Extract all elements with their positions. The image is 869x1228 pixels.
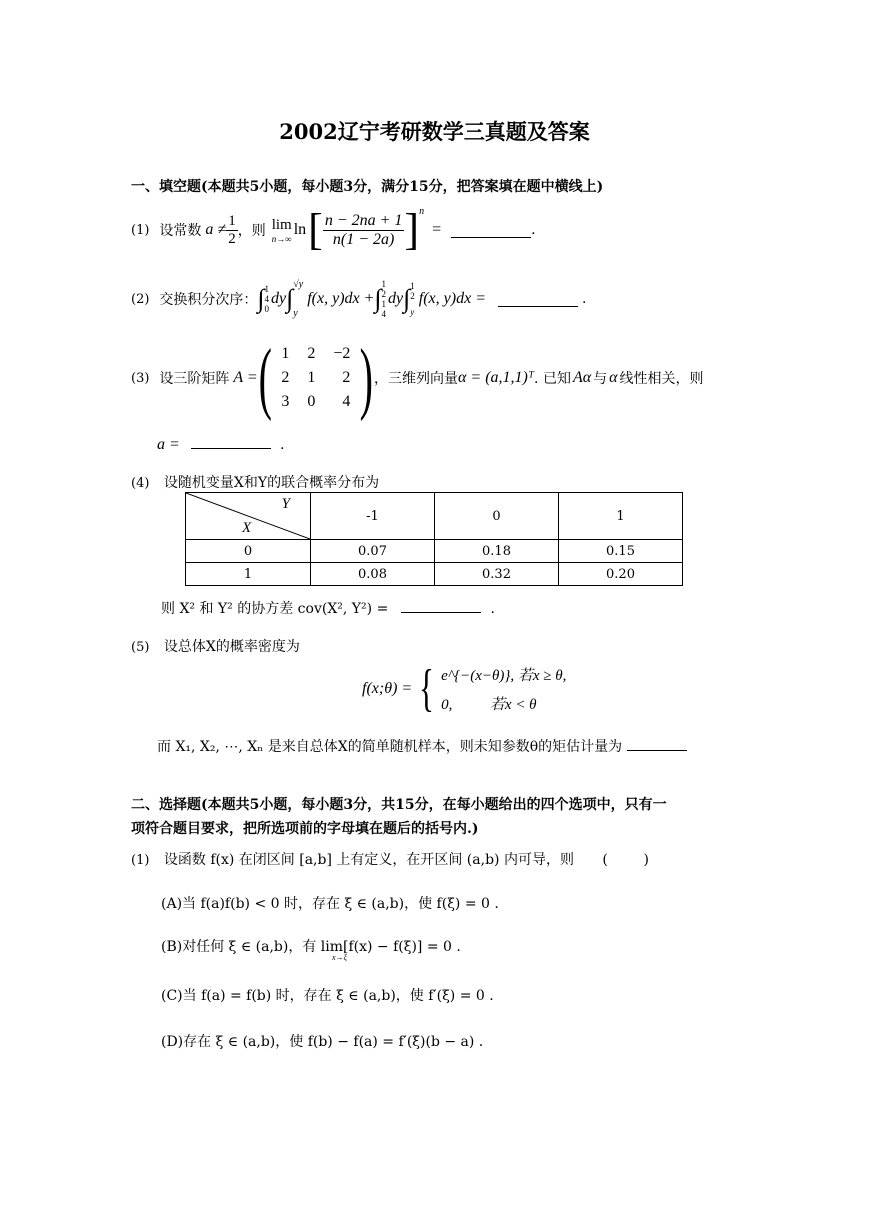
page-title: 2002辽宁考研数学三真题及答案 <box>279 119 590 144</box>
question-number: (4) <box>131 476 150 491</box>
period: . <box>490 601 495 617</box>
question-number: (2) <box>131 291 150 307</box>
answer-blank[interactable] <box>498 292 578 307</box>
question-text: ，三维列向量 <box>374 371 459 387</box>
question-text: . 已知 <box>534 371 571 387</box>
question-1-1: (1) 设常数 a ≠ $\frac{1}{2}$ ，则 lim n→∞ ln [ $\frac{n - 2na + 1}{n(1 - 2a)}$ ] n = . <box>131 205 536 254</box>
question-text: 则 X² 和 Y² 的协方差 cov(X², Y²) = <box>161 601 389 617</box>
matrix-A: 1 2 −2 2 1 2 3 0 4 <box>281 345 351 410</box>
question-number: (1) <box>131 853 150 868</box>
table-cell: 0.18 <box>435 540 559 563</box>
question-text: 设常数 <box>159 223 202 239</box>
expr-alpha: α <box>609 369 618 386</box>
question-text: 设总体X的概率密度为 <box>163 639 300 655</box>
question-text: 交换积分次序： <box>159 292 258 308</box>
density-lhs: f(x;θ) = <box>362 680 413 697</box>
table-cell: 0.15 <box>559 540 683 563</box>
question-text: 设随机变量X和Y的联合概率分布为 <box>163 475 380 491</box>
diagonal-header-cell <box>186 493 311 540</box>
answer-blank[interactable] <box>627 736 687 751</box>
question-text: 设函数 f(x) 在闭区间 [a,b] 上有定义，在开区间 (a,b) 内可导，则 <box>163 852 574 868</box>
question-1-4-answer <box>161 598 495 618</box>
question-number: (3) <box>131 370 150 386</box>
answer-blank[interactable] <box>451 223 531 238</box>
column-header: 0 <box>435 493 559 540</box>
question-number: (1) <box>131 222 150 238</box>
table-cell: 0.32 <box>435 563 559 586</box>
joint-distribution-table <box>185 492 683 586</box>
column-header: -1 <box>311 493 435 540</box>
question-2-1 <box>131 849 649 869</box>
table-row <box>186 540 683 563</box>
density-function: f(x;θ) = { e^{−(x−θ)}, 若x ≥ θ, 0, 若x < θ <box>362 660 567 717</box>
option-A: (A)当 f(a)f(b) < 0 时，存在 ξ ∈ (a,b)，使 f(ξ) = 0 . <box>161 896 499 912</box>
row-header: 1 <box>186 563 311 586</box>
section1-heading: 一、填空题(本题共5小题，每小题3分，满分15分，把答案填在题中横线上) <box>131 179 604 195</box>
density-case-2: 0, 若x < θ <box>441 697 537 713</box>
header-y: Y <box>281 496 290 512</box>
question-number: (5) <box>131 640 150 655</box>
expr-A-alpha: Aα <box>572 369 592 386</box>
period: . <box>531 222 536 238</box>
period: . <box>279 437 285 453</box>
table-cell: 0.07 <box>311 540 435 563</box>
option-C: (C)当 f(a) = f(b) 时，存在 ξ ∈ (a,b)，使 f′(ξ) = 0 . <box>161 988 494 1004</box>
option-D: (D)存在 ξ ∈ (a,b)，使 f(b) − f(a) = f′(ξ)(b − a) . <box>161 1034 484 1050</box>
column-header: 1 <box>559 493 683 540</box>
row-header: 0 <box>186 540 311 563</box>
question-text: 线性相关，则 <box>619 371 704 387</box>
answer-blank[interactable] <box>191 434 271 449</box>
option-B: (B)对任何 ξ ∈ (a,b)，有 lim[f(x) − f(ξ)] = 0 . <box>161 939 461 955</box>
header-x: X <box>242 520 252 536</box>
table-header-row <box>186 493 683 540</box>
question-text: ，则 <box>237 223 266 239</box>
section2-heading-line1: 二、选择题(本题共5小题，每小题3分，共15分，在每小题给出的四个选项中，只有一 <box>131 797 667 813</box>
table-row <box>186 563 683 586</box>
limit-subscript: x→ξ <box>332 953 347 962</box>
question-1-5-tail <box>157 736 687 756</box>
density-case-1: e^{−(x−θ)}, 若x ≥ θ, <box>441 668 567 684</box>
table-cell: 0.08 <box>311 563 435 586</box>
question-1-3: (3) 设三阶矩阵 A = ( 1 2 −2 2 1 2 3 0 4 ) ，三维列向量 α = (a,1,1)ᵀ . 已知 Aα 与 α 线性相关，则 <box>131 334 704 422</box>
table-cell: 0.20 <box>559 563 683 586</box>
question-1-5 <box>131 636 300 656</box>
vector-alpha: α = (a,1,1)ᵀ <box>458 369 535 386</box>
answer-parentheses[interactable]: ( ) <box>602 852 649 868</box>
answer-blank[interactable] <box>401 598 481 613</box>
period: . <box>581 291 587 307</box>
question-text: 而 X₁, X₂, ⋯, Xₙ 是来自总体X的简单随机样本，则未知参数θ的矩估计量为 <box>157 739 623 755</box>
question-1-2: (2) 交换积分次序： ∫ 1 4 0 dy ∫ √y y f(x, y)dx + ∫ 1 2 1 4 dy ∫ 1 2 y f(x, y)dx = . <box>131 279 587 319</box>
answer-prefix: a = <box>157 436 180 453</box>
question-text: 与 <box>593 371 608 387</box>
question-1-4 <box>131 472 379 492</box>
section2-heading-line2: 项符合题目要求，把所选项前的字母填在题后的括号内.) <box>131 821 479 837</box>
question-1-3-answer <box>157 434 284 454</box>
question-text: 设三阶矩阵 <box>159 371 230 387</box>
